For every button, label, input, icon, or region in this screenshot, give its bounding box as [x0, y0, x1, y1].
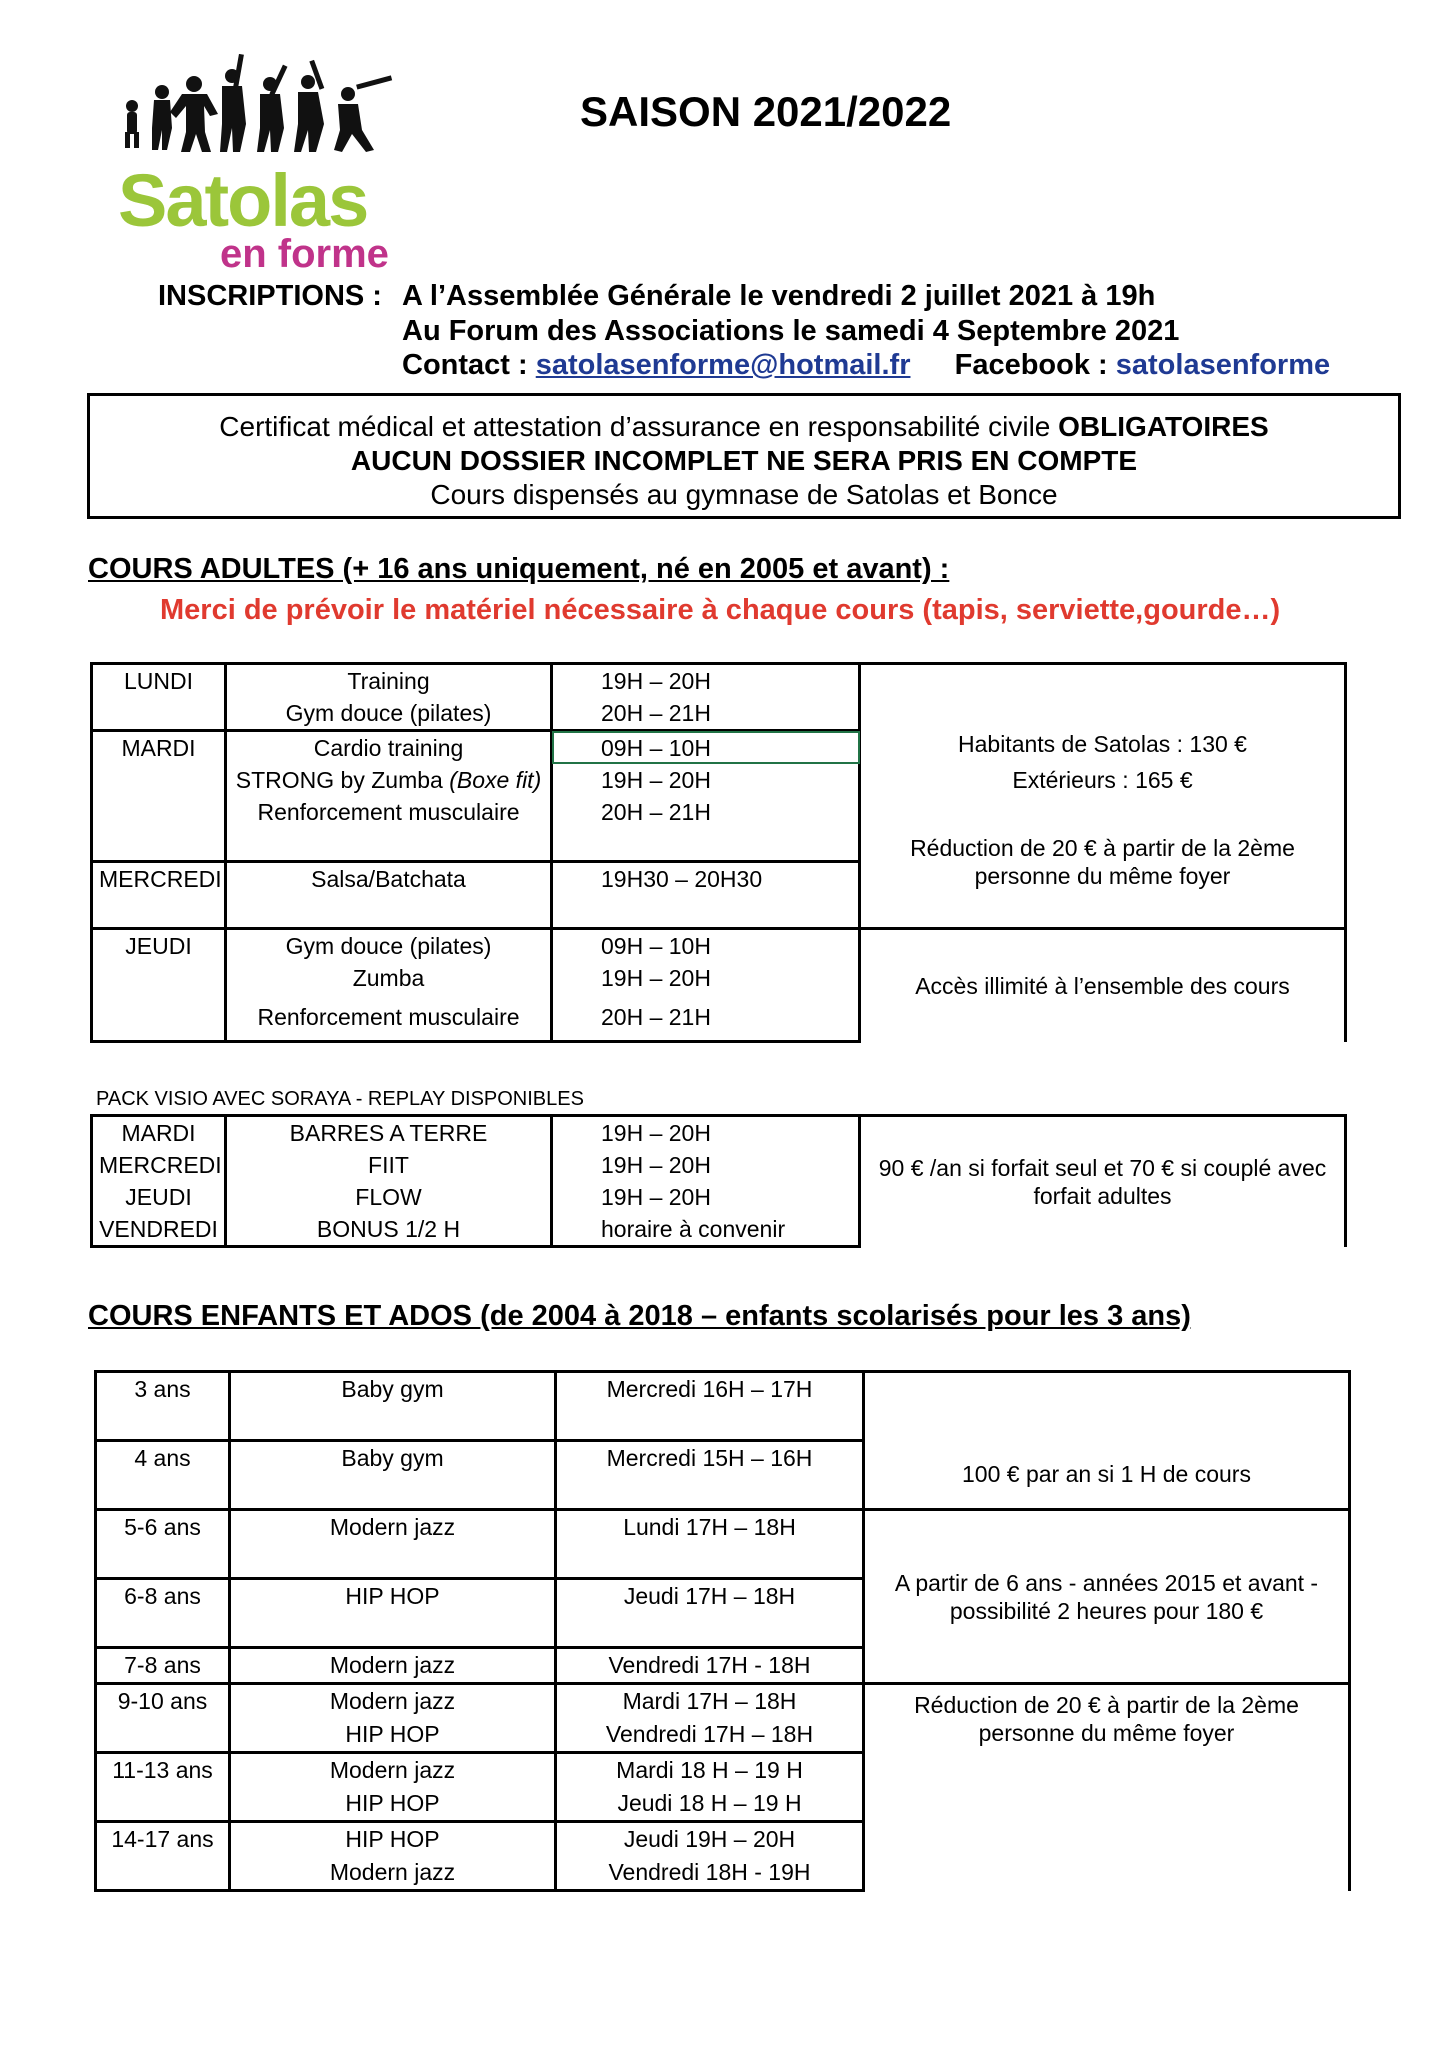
inscription-date-assemblee: A l’Assemblée Générale le vendredi 2 juillet 2021 à 19h	[402, 280, 1156, 312]
day-cell: MARDI	[92, 731, 226, 765]
adults-section-title: COURS ADULTES (+ 16 ans uniquement, né en 2005 et avant) :	[88, 553, 950, 585]
course-cell: HIP HOP	[230, 1787, 556, 1822]
course-cell: HIP HOP	[230, 1718, 556, 1753]
adults-equipment-note: Merci de prévoir le matériel nécessaire à chaque cours (tapis, serviette,gourde…)	[160, 594, 1281, 626]
day-cell	[92, 697, 226, 731]
time-cell: Mercredi 16H – 17H	[556, 1372, 864, 1407]
inscriptions-label: INSCRIPTIONS :	[158, 280, 382, 312]
day-cell: JEUDI	[92, 929, 226, 963]
day-cell: MERCREDI	[92, 862, 226, 896]
course-cell	[230, 1544, 556, 1579]
price-external: Extérieurs : 165 €	[860, 764, 1346, 796]
notice-certificate	[90, 410, 1398, 444]
course-cell: Modern jazz	[230, 1684, 556, 1719]
time-cell: 19H – 20H	[552, 664, 860, 698]
time-cell: Jeudi 17H – 18H	[556, 1579, 864, 1614]
age-cell	[96, 1406, 230, 1441]
time-cell: 19H – 20H	[552, 764, 860, 796]
time-cell: 19H – 20H	[552, 1116, 860, 1150]
notice-mandatory: OBLIGATOIRES	[1058, 411, 1269, 442]
visio-pack-title: PACK VISIO AVEC SORAYA - REPLAY DISPONIBLES	[96, 1088, 584, 1110]
age-cell: 4 ans	[96, 1441, 230, 1476]
age-cell: 5-6 ans	[96, 1510, 230, 1545]
course-cell: Modern jazz	[230, 1856, 556, 1891]
course-cell: Training	[226, 664, 552, 698]
age-cell: 3 ans	[96, 1372, 230, 1407]
time-cell: 20H – 21H	[552, 796, 860, 828]
age-cell	[96, 1856, 230, 1891]
time-cell: Mardi 18 H – 19 H	[556, 1753, 864, 1788]
price-access: Accès illimité à l’ensemble des cours	[860, 929, 1346, 1042]
age-cell: 9-10 ans	[96, 1684, 230, 1719]
course-cell	[226, 895, 552, 929]
kids-price-reduction: Réduction de 20 € à partir de la 2ème personne du même foyer	[864, 1684, 1350, 1891]
logo-text-satolas: Satolas	[118, 159, 368, 242]
time-cell: Vendredi 17H - 18H	[556, 1648, 864, 1684]
kids-schedule-table	[94, 1370, 1351, 1892]
course-cell	[230, 1406, 556, 1441]
inscription-date-forum: Au Forum des Associations le samedi 4 Septembre 2021	[402, 315, 1180, 347]
course-cell: Renforcement musculaire	[226, 994, 552, 1042]
time-cell: 20H – 21H	[552, 994, 860, 1042]
age-cell	[96, 1475, 230, 1510]
table-row	[92, 796, 1346, 828]
course-cell: Zumba	[226, 962, 552, 994]
table-row	[92, 664, 1346, 698]
time-cell	[556, 1544, 864, 1579]
time-cell: Vendredi 18H - 19H	[556, 1856, 864, 1891]
day-cell	[92, 828, 226, 862]
day-cell	[92, 895, 226, 929]
visio-price: 90 € /an si forfait seul et 70 € si couplé avec forfait adultes	[860, 1116, 1346, 1247]
notice-location: Cours dispensés au gymnase de Satolas et Bonce	[430, 479, 1058, 510]
course-cell: FLOW	[226, 1181, 552, 1213]
time-cell: 19H – 20H	[552, 1181, 860, 1213]
course-name: STRONG by Zumba	[235, 766, 450, 793]
age-cell: 6-8 ans	[96, 1579, 230, 1614]
course-cell: Gym douce (pilates)	[226, 929, 552, 963]
day-cell: MARDI	[92, 1116, 226, 1150]
course-cell: Modern jazz	[230, 1510, 556, 1545]
table-row	[96, 1372, 1350, 1407]
price-reduction: Réduction de 20 € à partir de la 2ème personne du même foyer	[860, 796, 1346, 929]
satolas-en-forme-logo	[112, 54, 402, 274]
age-cell	[96, 1787, 230, 1822]
course-cell: BARRES A TERRE	[226, 1116, 552, 1150]
course-subtitle: (Boxe fit)	[449, 766, 542, 793]
course-cell: Modern jazz	[230, 1753, 556, 1788]
dancers-silhouettes-icon	[112, 54, 402, 154]
time-cell	[552, 828, 860, 862]
price-residents: Habitants de Satolas : 130 €	[860, 664, 1346, 765]
table-row	[96, 1510, 1350, 1545]
course-cell: Baby gym	[230, 1372, 556, 1407]
day-cell	[92, 962, 226, 994]
contact-email-link[interactable]: satolasenforme@hotmail.fr	[535, 349, 911, 381]
time-cell-selected[interactable]: 09H – 10H	[552, 731, 860, 765]
time-cell: Lundi 17H – 18H	[556, 1510, 864, 1545]
age-cell	[96, 1544, 230, 1579]
age-cell: 7-8 ans	[96, 1648, 230, 1684]
day-cell: VENDREDI	[92, 1213, 226, 1247]
time-cell	[556, 1613, 864, 1648]
course-cell: Renforcement musculaire	[226, 796, 552, 828]
kids-price-two-hours: A partir de 6 ans - années 2015 et avant - possibilité 2 heures pour 180 €	[864, 1510, 1350, 1684]
course-cell	[226, 828, 552, 862]
time-cell: 19H – 20H	[552, 1149, 860, 1181]
course-cell: FIIT	[226, 1149, 552, 1181]
course-cell: Salsa/Batchata	[226, 862, 552, 896]
day-cell: JEUDI	[92, 1181, 226, 1213]
notice-box	[87, 393, 1401, 519]
course-cell	[226, 764, 552, 796]
age-cell	[96, 1718, 230, 1753]
facebook-label: Facebook :	[954, 349, 1108, 381]
time-cell	[556, 1475, 864, 1510]
course-cell: Baby gym	[230, 1441, 556, 1476]
course-cell: HIP HOP	[230, 1822, 556, 1857]
day-cell: MERCREDI	[92, 1149, 226, 1181]
day-cell	[92, 764, 226, 796]
table-row	[96, 1684, 1350, 1719]
time-cell: 09H – 10H	[552, 929, 860, 963]
visio-schedule-table	[90, 1114, 1347, 1248]
time-cell: horaire à convenir	[552, 1213, 860, 1247]
age-cell	[96, 1613, 230, 1648]
table-row	[92, 929, 1346, 963]
facebook-handle: satolasenforme	[1115, 349, 1331, 381]
kids-price-base: 100 € par an si 1 H de cours	[864, 1372, 1350, 1510]
notice-certificate-text: Certificat médical et attestation d’assurance en responsabilité civile	[219, 411, 1051, 442]
time-cell: Jeudi 18 H – 19 H	[556, 1787, 864, 1822]
table-row	[92, 1116, 1346, 1150]
contact-row	[402, 349, 1330, 382]
time-cell: Mercredi 15H – 16H	[556, 1441, 864, 1476]
age-cell: 11-13 ans	[96, 1753, 230, 1788]
time-cell: 19H – 20H	[552, 962, 860, 994]
age-cell: 14-17 ans	[96, 1822, 230, 1857]
time-cell	[556, 1406, 864, 1441]
course-cell: Modern jazz	[230, 1648, 556, 1684]
course-cell: HIP HOP	[230, 1579, 556, 1614]
time-cell	[552, 895, 860, 929]
notice-incomplete-warning: AUCUN DOSSIER INCOMPLET NE SERA PRIS EN COMPTE	[350, 445, 1138, 476]
course-cell: BONUS 1/2 H	[226, 1213, 552, 1247]
time-cell: Mardi 17H – 18H	[556, 1684, 864, 1719]
logo-text-en-forme: en forme	[220, 232, 389, 276]
time-cell: Jeudi 19H – 20H	[556, 1822, 864, 1857]
time-cell: 20H – 21H	[552, 697, 860, 731]
course-cell	[230, 1475, 556, 1510]
day-cell: LUNDI	[92, 664, 226, 698]
season-title: SAISON 2021/2022	[580, 88, 952, 135]
kids-section-title: COURS ENFANTS ET ADOS (de 2004 à 2018 – enfants scolarisés pour les 3 ans)	[88, 1300, 1191, 1332]
course-cell: Cardio training	[226, 731, 552, 765]
day-cell	[92, 796, 226, 828]
course-cell	[230, 1613, 556, 1648]
time-cell: 19H30 – 20H30	[552, 862, 860, 896]
contact-label: Contact :	[402, 349, 528, 381]
day-cell	[92, 994, 226, 1042]
adults-schedule-table	[90, 662, 1347, 1043]
time-cell: Vendredi 17H – 18H	[556, 1718, 864, 1753]
course-cell: Gym douce (pilates)	[226, 697, 552, 731]
table-row	[92, 764, 1346, 796]
